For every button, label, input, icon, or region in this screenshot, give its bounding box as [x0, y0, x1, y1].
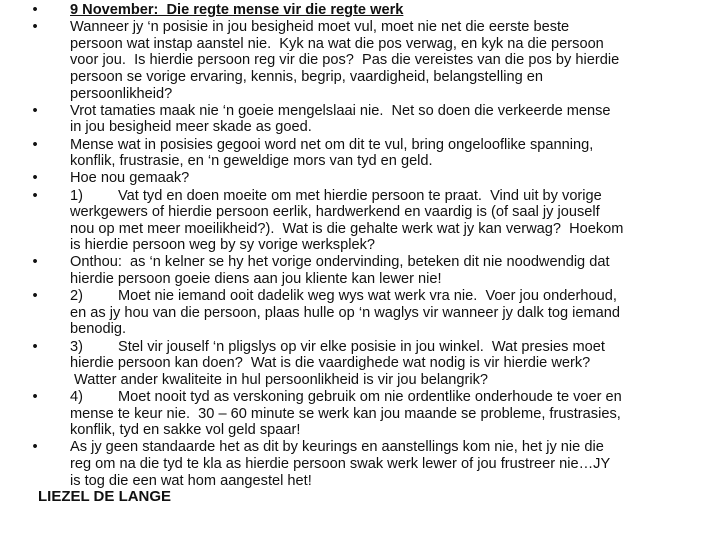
document-body	[0, 2, 720, 490]
list-item-line	[70, 52, 720, 69]
bullet-icon: •	[32, 439, 38, 456]
line-text: konflik, frustrasie, en ‘n geweldige mors van tyd en geld.	[70, 153, 433, 170]
list-item-line	[70, 422, 720, 439]
line-text: hierdie persoon goeie diens aan jou kliente kan lewer nie!	[70, 271, 442, 288]
list-item-line	[70, 439, 720, 456]
list-item	[0, 103, 720, 136]
line-text: Wanneer jy ‘n posisie in jou besigheid moet vul, moet nie net die eerste beste	[70, 19, 570, 36]
line-text: persoonlikheid?	[70, 85, 173, 102]
line-text: nou op met meer moeilikheid?). Wat is die gehalte werk wat jy kan verwag? Hoekom	[70, 220, 624, 237]
bullet-icon: •	[32, 288, 38, 305]
list-item-line	[70, 389, 720, 406]
line-text: Stel vir jouself ‘n pligslys op vir elke posisie in jou winkel. Wat presies moet	[118, 338, 605, 355]
list-item-line	[70, 237, 720, 254]
bullet-icon: •	[32, 187, 38, 204]
author-name: LIEZEL DE LANGE	[38, 488, 172, 505]
line-text: Vrot tamaties maak nie ‘n goeie mengelslaai nie. Net so doen die verkeerde mense	[70, 102, 611, 119]
list-item-line	[70, 221, 720, 238]
line-text: benodig.	[70, 321, 126, 338]
line-text: reg om na die tyd te kla as hierdie persoon swak werk lewer of jou frustreer nie…JY	[70, 455, 611, 472]
list-item	[0, 137, 720, 170]
item-number: 4)	[70, 389, 83, 405]
bullet-list	[0, 19, 720, 489]
document-title: 9 November: Die regte mense vir die regte werk	[70, 2, 404, 18]
list-item-line	[70, 456, 720, 473]
line-text: As jy geen standaarde het as dit by keurings en aanstellings kom nie, het jy nie die	[70, 439, 604, 456]
list-item-line	[70, 355, 720, 372]
list-item	[0, 188, 720, 254]
line-text: Onthou: as ‘n kelner se hy het vorige ondervinding, beteken dit nie noodwendig dat	[70, 254, 610, 271]
line-text: is hierdie persoon weg by sy vorige werksplek?	[70, 237, 375, 254]
list-item-line	[70, 305, 720, 322]
bullet-icon: •	[32, 254, 38, 271]
list-item-line	[70, 103, 720, 120]
item-number: 3)	[70, 338, 83, 355]
line-text: Moet nie iemand ooit dadelik weg wys wat werk vra nie. Voer jou onderhoud,	[118, 288, 617, 305]
line-text: en as jy hou van die persoon, plaas hulle op ‘n waglys vir wanneer jy dalk tog iemand	[70, 304, 621, 321]
list-item-line	[70, 137, 720, 154]
list-item	[0, 254, 720, 287]
bullet-icon: •	[32, 136, 38, 153]
list-item	[0, 19, 720, 102]
line-text: persoon wat instap aanstel nie. Kyk na wat die pos verwag, en kyk na die persoon	[70, 35, 604, 52]
list-item-line	[70, 372, 720, 389]
list-item	[0, 170, 720, 187]
list-item-line	[70, 271, 720, 288]
list-item-line	[70, 321, 720, 338]
list-item-line	[70, 19, 720, 36]
bullet-icon: •	[32, 102, 38, 119]
title-item	[0, 2, 720, 19]
line-text: Mense wat in posisies gegooi word net om dit te vul, bring ongelooflike spanning,	[70, 136, 594, 153]
line-text: in jou besigheid meer skade as goed.	[70, 119, 312, 136]
line-text: is tog die een wat hom aangestel het!	[70, 472, 312, 489]
list-item-line	[70, 170, 720, 187]
line-text: werkgewers of hierdie persoon eerlik, hardwerkend en vaardig is (of saal jy jouself	[70, 204, 600, 221]
bullet-icon: •	[32, 389, 38, 405]
list-item-line	[70, 188, 720, 205]
list-item-line	[70, 69, 720, 86]
line-text: mense te keur nie. 30 – 60 minute se werk kan jou maande se probleme, frustrasies,	[70, 405, 621, 422]
list-item	[0, 439, 720, 489]
line-text: Hoe nou gemaak?	[70, 170, 190, 187]
list-item-line	[70, 288, 720, 305]
item-number: 1)	[70, 187, 83, 204]
line-text: Moet nooit tyd as verskoning gebruik om nie ordentlike onderhoude te voer en	[118, 389, 622, 405]
line-text: Vat tyd en doen moeite om met hierdie persoon te praat. Vind uit by vorige	[118, 187, 602, 204]
item-number: 2)	[70, 288, 83, 305]
list-item	[0, 389, 720, 439]
list-item-line	[70, 86, 720, 103]
line-text: persoon se vorige ervaring, kennis, begrip, vaardigheid, belangstelling en	[70, 68, 543, 85]
bullet-icon: •	[32, 19, 38, 36]
bullet-icon: •	[32, 338, 38, 355]
bullet-icon: •	[32, 170, 38, 187]
list-item-line	[70, 406, 720, 423]
list-item-line	[70, 153, 720, 170]
list-item-line	[70, 36, 720, 53]
list-item	[0, 339, 720, 389]
line-text: konflik, tyd en sakke vol geld spaar!	[70, 422, 301, 439]
line-text: Watter ander kwaliteite in hul persoonlikheid is vir jou belangrik?	[70, 371, 489, 388]
bullet-icon: •	[32, 2, 38, 18]
list-item-line	[70, 473, 720, 490]
line-text: voor jou. Is hierdie persoon reg vir die pos? Pas die vereistes van die pos by hierdie	[70, 52, 620, 69]
list-item-line	[70, 254, 720, 271]
list-item-line	[70, 204, 720, 221]
list-item-line	[70, 339, 720, 356]
list-item	[0, 288, 720, 338]
list-item-line	[70, 119, 720, 136]
line-text: hierdie persoon kan doen? Wat is die vaardighede wat nodig is vir hierdie werk?	[70, 355, 591, 372]
